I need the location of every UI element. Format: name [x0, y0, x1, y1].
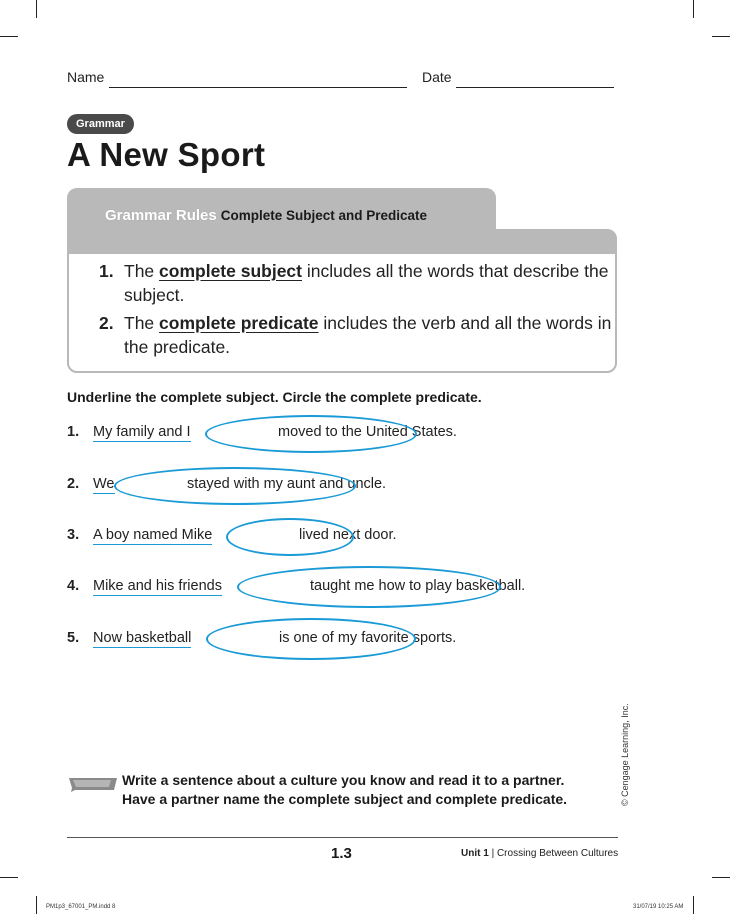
complete-subject-underlined: My family and I [93, 424, 191, 440]
footer-divider [67, 837, 618, 838]
copyright-notice: © Cengage Learning, Inc. [620, 703, 630, 806]
exercise-number: 2. [67, 476, 80, 492]
rule-text-pre: The [124, 261, 160, 281]
complete-subject-underlined: We [93, 476, 115, 492]
slug-filename: PM1p3_67001_PM.indd 8 [46, 904, 116, 910]
rule-text-pre: The [124, 313, 160, 333]
page-title: A New Sport [67, 136, 266, 173]
complete-predicate: lived next door. [299, 527, 397, 543]
crop-mark [0, 877, 18, 878]
complete-predicate: taught me how to play basketball. [310, 578, 526, 594]
complete-predicate: moved to the United States. [278, 424, 457, 440]
rule-text-post: includes all the words that describe the subject. [124, 261, 609, 305]
rule-text [124, 259, 619, 307]
unit-label [461, 848, 618, 859]
rule-text [124, 311, 619, 359]
rule-key-term: complete predicate [159, 313, 319, 333]
rule-item [99, 259, 619, 307]
unit-title: Crossing Between Cultures [496, 848, 619, 859]
rule-number: 2. [99, 313, 114, 333]
talk-bubble-icon [67, 776, 119, 792]
crop-mark [712, 36, 730, 37]
name-field[interactable] [109, 87, 407, 88]
crop-mark [0, 36, 18, 37]
crop-mark [693, 896, 694, 914]
rule-text-post: includes the verb and all the words in the predicate. [124, 313, 612, 357]
rule-number: 1. [99, 261, 114, 281]
crop-mark [36, 0, 37, 18]
crop-mark [36, 896, 37, 914]
rule-item [99, 311, 619, 359]
crop-mark [712, 877, 730, 878]
complete-predicate: is one of my favorite sports. [279, 630, 457, 646]
section-badge: Grammar [67, 114, 134, 134]
date-field[interactable] [456, 87, 614, 88]
exercise-number: 3. [67, 527, 80, 543]
slug-timestamp: 31/07/19 10:25 AM [633, 904, 684, 910]
unit-number: Unit 1 [461, 848, 489, 859]
rules-subheading: Complete Subject and Predicate [220, 208, 428, 223]
partner-activity-text: Write a sentence about a culture you know and read it to a partner. Have a partner name the complete subject and complete predicate. [122, 772, 568, 807]
exercise-number: 1. [67, 424, 80, 440]
complete-subject-underlined: A boy named Mike [93, 527, 213, 543]
exercise-number: 5. [67, 630, 80, 646]
grammar-rules-heading [105, 207, 427, 225]
rule-key-term: complete subject [159, 261, 302, 281]
crop-mark [693, 0, 694, 18]
unit-separator: | [491, 848, 495, 859]
date-label: Date [422, 69, 452, 85]
complete-subject-underlined: Now basketball [93, 630, 192, 646]
instructions: Underline the complete subject. Circle the complete predicate. [67, 389, 482, 405]
complete-subject-underlined: Mike and his friends [93, 578, 222, 594]
name-label: Name [67, 69, 105, 85]
grammar-rules-strip [67, 229, 617, 254]
rules-heading-label: Grammar Rules [105, 207, 217, 224]
complete-predicate: stayed with my aunt and uncle. [187, 476, 387, 492]
page-number: 1.3 [331, 845, 352, 862]
exercise-number: 4. [67, 578, 80, 594]
